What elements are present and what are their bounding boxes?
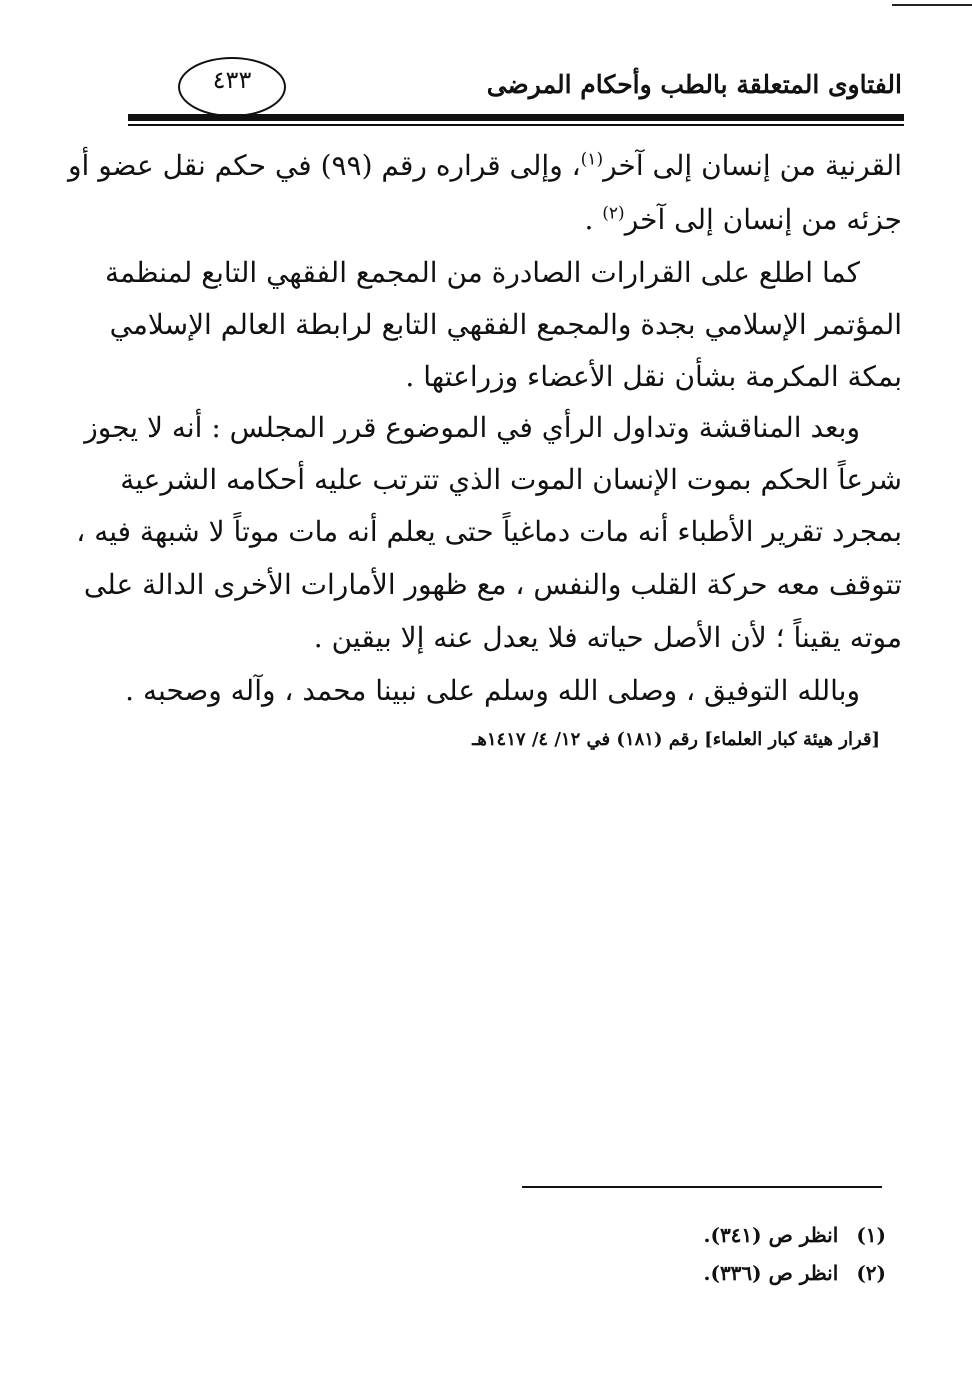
footnote-ref-2: (٢) [602, 203, 625, 224]
body-paragraph-3-line-2: شرعاً الحكم بموت الإنسان الموت الذي تترتب عليه أحكامه الشرعية [120, 463, 902, 496]
body-line-1-text-b: ، وإلى قراره رقم (٩٩) في حكم نقل عضو أو [68, 149, 581, 182]
body-line-1-text-a: القرنية من إنسان إلى آخر [603, 149, 902, 182]
footnote-1 [704, 1223, 887, 1247]
body-paragraph-2-line-2: المؤتمر الإسلامي بجدة والمجمع الفقهي التابع لرابطة العالم الإسلامي [109, 308, 902, 341]
footnote-2-text: انظر ص (٣٣٦). [703, 1261, 839, 1285]
header-rule-thin [128, 124, 904, 126]
running-title: الفتاوى المتعلقة بالطب وأحكام المرضى [486, 70, 902, 99]
source-citation: [قرار هيئة كبار العلماء] رقم (١٨١) في ١٢/ ٤/ ١٤١٧هـ [472, 729, 880, 750]
footnote-2 [704, 1261, 887, 1285]
footnote-separator [522, 1186, 882, 1188]
body-paragraph-2-line-1: كما اطلع على القرارات الصادرة من المجمع الفقهي التابع لمنظمة [104, 256, 860, 289]
footnote-ref-1: (١) [580, 149, 604, 170]
page-number: ٤٣٣ [212, 66, 252, 94]
body-paragraph-2-line-3: بمكة المكرمة بشأن نقل الأعضاء وزراعتها . [405, 360, 902, 393]
footnote-2-marker: (٢) [856, 1261, 886, 1285]
body-line-1 [68, 149, 902, 182]
body-paragraph-3-line-1: وبعد المناقشة وتداول الرأي في الموضوع قرر المجلس : أنه لا يجوز [84, 411, 860, 444]
scan-edge-line [892, 4, 972, 6]
footnote-1-text: انظر ص (٣٤١). [703, 1223, 839, 1247]
body-paragraph-3-line-3: بمجرد تقرير الأطباء أنه مات دماغياً حتى يعلم أنه مات موتاً لا شبهة فيه ، [76, 515, 902, 548]
body-paragraph-3-line-5: موته يقيناً ؛ لأن الأصل حياته فلا يعدل عنه إلا بيقين . [313, 621, 902, 654]
body-line-2 [584, 203, 902, 236]
body-paragraph-4-line-1: وبالله التوفيق ، وصلى الله وسلم على نبينا محمد ، وآله وصحبه . [125, 674, 860, 707]
body-paragraph-3-line-4: تتوقف معه حركة القلب والنفس ، مع ظهور الأمارات الأخرى الدالة على [83, 568, 902, 601]
footnote-1-marker: (١) [856, 1223, 886, 1247]
body-line-2-text-a: جزئه من إنسان إلى آخر [624, 203, 902, 236]
header-rule-thick [128, 114, 904, 121]
body-line-2-text-b: . [584, 203, 603, 236]
